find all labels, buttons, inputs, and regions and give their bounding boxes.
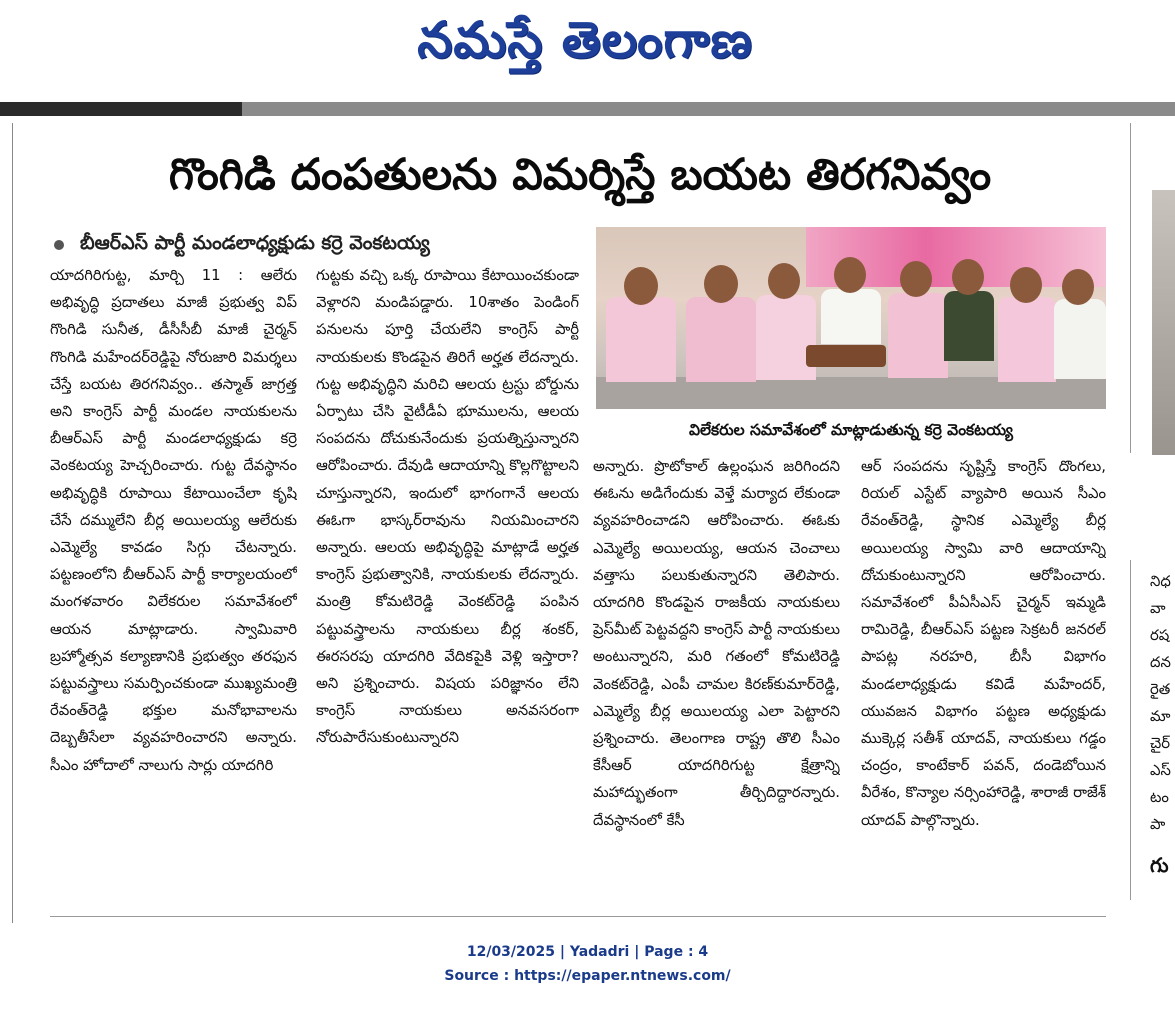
photo-caption: విలేకరుల సమావేశంలో మాట్లాడుతున్న కర్రె వెంకటయ్య bbox=[689, 421, 1013, 439]
photo-person bbox=[888, 293, 948, 378]
masthead-rule-grey bbox=[242, 102, 1175, 116]
article-column-1 bbox=[50, 262, 297, 908]
photo-head bbox=[768, 263, 800, 299]
kicker-text: బీఆర్ఎస్ పార్టీ మండలాధ్యక్షుడు కర్రె వెంకటయ్య bbox=[80, 231, 430, 254]
article-column-3 bbox=[593, 453, 840, 908]
bullet-icon bbox=[54, 240, 64, 250]
right-strip-rule bbox=[1130, 560, 1131, 900]
photo-head bbox=[1062, 269, 1094, 305]
photo-person bbox=[998, 297, 1056, 382]
photo-person bbox=[944, 291, 994, 361]
right-strip-line: చైర్ bbox=[1150, 735, 1171, 752]
photo-head bbox=[952, 259, 984, 295]
photo-person bbox=[606, 297, 676, 382]
photo-head bbox=[834, 257, 866, 293]
right-strip-photo bbox=[1152, 190, 1175, 455]
newspaper-logo: నమస్తే తెలంగాణ bbox=[417, 11, 753, 69]
photo-head bbox=[900, 261, 932, 297]
right-strip-line: టం bbox=[1150, 789, 1169, 806]
article-photo bbox=[596, 227, 1106, 409]
column-text: అన్నారు. ప్రొటోకాల్ ఉల్లంఘన జరిగిందని ఈఓను అడిగేందుకు వెళ్తే మర్యాద లేకుండా వ్యవహరించాడని ఆరోపించారు. ఈఓకు ఎమ్మెల్యే అయిలయ్య, ఆయన చెంచాలు వత్తాసు పలుకుతున్నారని తెలిపారు. యాదగిరి కొండపైన రాజకీయ నాయకులు ప్రెస్‌మీట్ పెట్టవద్దని కాంగ్రెస్ పార్టీ నాయకులు అంటున్నారని, మరి గతంలో కోమటిరెడ్డి వెంకట్‌రెడ్డి, ఎంపీ చామల కిరణ్‌కుమార్‌రెడ్డి, ఎమ్మెల్యే బీర్ల అయిలయ్య ఎలా పెట్టారని ప్రశ్నించారు. తెలంగాణ రాష్ట్ర తొలి సీఎం కేసీఆర్ యాదగిరిగుట్ట క్షేత్రాన్ని మహాద్భుతంగా తీర్చిదిద్దారన్నారు. దేవస్థానంలో కేసీ bbox=[593, 458, 840, 829]
masthead bbox=[0, 0, 1175, 100]
article-kicker bbox=[54, 228, 430, 262]
right-strip-line: వా bbox=[1150, 600, 1166, 617]
right-strip-line: రష bbox=[1150, 627, 1170, 644]
photo-person bbox=[1054, 299, 1106, 379]
right-strip-line: ఎస్ bbox=[1150, 762, 1171, 779]
right-strip-line: మా bbox=[1150, 708, 1171, 725]
photo-head bbox=[704, 265, 738, 303]
photo-person bbox=[821, 289, 881, 344]
right-strip-rule bbox=[1130, 123, 1131, 453]
footer-source[interactable]: Source : https://epaper.ntnews.com/ bbox=[444, 968, 731, 984]
article-column-2 bbox=[316, 262, 579, 908]
photo-person bbox=[756, 295, 816, 380]
right-strip-line: దన bbox=[1150, 654, 1171, 671]
left-column-rule bbox=[12, 123, 13, 923]
photo-head bbox=[1010, 267, 1042, 303]
photo-head bbox=[624, 267, 658, 305]
article-headline: గొంగిడి దంపతులను విమర్శిస్తే బయట తిరగనివ్వం bbox=[168, 150, 992, 200]
photo-table bbox=[806, 345, 886, 367]
page-footer bbox=[0, 940, 1175, 988]
right-strip-line: నిధ bbox=[1150, 573, 1171, 590]
article-bottom-rule bbox=[50, 916, 1106, 917]
column-text: ఆర్ సంపదను సృష్టిస్తే కాంగ్రెస్ దొంగలు, రియల్ ఎస్టేట్ వ్యాపారి అయిన సీఎం రేవంత్‌రెడ్డి, స్థానిక ఎమ్మెల్యే బీర్ల అయిలయ్య స్వామి వారి ఆదాయాన్ని దోచుకుంటున్నారని ఆరోపించారు. సమావేశంలో పీఏసీఎస్ చైర్మన్ ఇమ్మడి రామిరెడ్డి, బీఆర్ఎస్ పట్టణ సెక్రటరీ జనరల్ పాపట్ల నరహరి, బీసీ విభాగం మండలాధ్యక్షుడు కవిడే మహేందర్, యువజన విభాగం పట్టణ అధ్యక్షుడు ముక్కెర్ల సతీశ్ యాదవ్, నాయకులు గడ్డం చంద్రం, కాంటేకార్ పవన్, దండెబోయిన వీరేశం, కొన్యాల నర్సింహారెడ్డి, శారాజీ రాజేశ్ యాదవ్ పాల్గొన్నారు. bbox=[861, 458, 1106, 829]
masthead-rule-dark bbox=[0, 102, 242, 116]
footer-date-edition: 12/03/2025 | Yadadri | Page : 4 bbox=[466, 944, 709, 960]
right-strip-line: రైత bbox=[1150, 681, 1171, 698]
column-text: యాదగిరిగుట్ట, మార్చి 11 : ఆలేరు అభివృద్ధి ప్రదాతలు మాజీ ప్రభుత్వ విప్ గొంగిడి సునీత, డీసీసీబీ మాజీ చైర్మన్ గొంగిడి మహేందర్‌రెడ్డిపై నోరుజారి విమర్శలు చేస్తే బయట తిరగనివ్వం.. తస్మాత్ జాగ్రత్త అని కాంగ్రెస్ పార్టీ మండల నాయకులను బీఆర్ఎస్ పార్టీ మండలాధ్యక్షుడు కర్రె వెంకటయ్య హెచ్చరించారు. గుట్ట దేవస్థానం అభివృద్ధికి రూపాయి కేటాయించేలా కృషి చేసే దమ్ములేని బీర్ల అయిలయ్య ఆలేరుకు ఎమ్మెల్యే కావడం సిగ్గు చేటన్నారు. పట్టణంలోని బీఆర్ఎస్ పార్టీ కార్యాలయంలో మంగళవారం విలేకరుల సమావేశంలో ఆయన మాట్లాడారు. స్వామివారి బ్రహ్మోత్సవ కల్యాణానికి ప్రభుత్వం తరఫున పట్టువస్త్రాలు సమర్పించకుండా ముఖ్యమంత్రి రేవంత్‌రెడ్డి భక్తుల మనోభావాలను దెబ్బతీసేలా వ్యవహరించారని అన్నారు. సీఎం హోదాలో నాలుగు సార్లు యాదగిరి bbox=[50, 267, 297, 774]
right-strip-line: పా bbox=[1150, 816, 1166, 833]
photo-person bbox=[686, 297, 756, 382]
column-text: గుట్టకు వచ్చి ఒక్క రూపాయి కేటాయించకుండా వెళ్లారని మండిపడ్డారు. 10శాతం పెండింగ్ పనులను పూర్తి చేయలేని కాంగ్రెస్ పార్టీ నాయకులకు కొండపైన తిరిగే అర్హత లేదన్నారు. గుట్ట అభివృద్ధిని మరిచి ఆలయ ట్రస్టు బోర్డును ఏర్పాటు చేసి వైటీడీఏ భూములను, ఆలయ సంపదను దోచుకునేందుకు ప్రయత్నిస్తున్నారని ఆరోపించారు. దేవుడి ఆదాయాన్ని కొల్లగొట్టాలని చూస్తున్నారని, ఇందులో భాగంగానే ఆలయ ఈఓగా భాస్కర్‌రావును నియమించారని అన్నారు. ఆలయ అభివృద్ధిపై మాట్లాడే అర్హత కాంగ్రెస్ ప్రభుత్వానికి, నాయకులకు లేదన్నారు. మంత్రి కోమటిరెడ్డి వెంకట్‌రెడ్డి పంపిన పట్టువస్త్రాలను నాయకులు బీర్ల శంకర్, ఈరసరపు యాదగిరి వేదికపైకి వెళ్లి ఇస్తారా? అని ప్రశ్నించారు. విషయ పరిజ్ఞానం లేని కాంగ్రెస్ నాయకులు అనవసరంగా నోరుపారేసుకుంటున్నారని bbox=[316, 267, 579, 747]
right-strip-heading: గు bbox=[1150, 853, 1169, 877]
article-column-4 bbox=[861, 453, 1106, 908]
